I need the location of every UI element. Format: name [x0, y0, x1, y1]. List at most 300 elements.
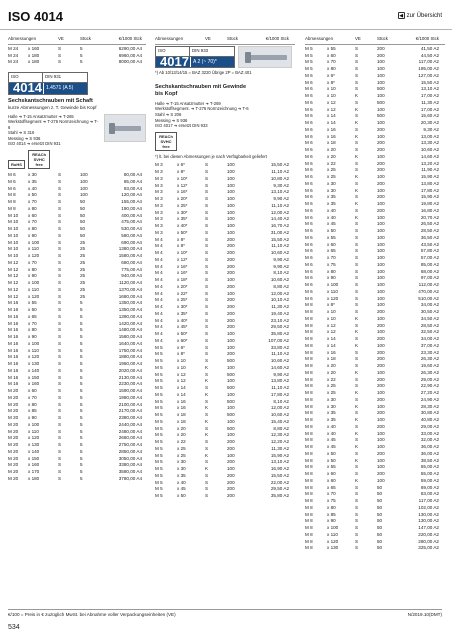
thread-cell: M 3: [155, 209, 163, 215]
ve-cell: S: [58, 340, 62, 346]
ve-cell: S: [355, 261, 359, 267]
table-row: [305, 410, 445, 417]
ve-cell: S: [355, 248, 359, 254]
page-header: [0, 0, 452, 30]
spec-line[interactable]: Stahl ➜ S 316: [8, 130, 35, 136]
table-row: [305, 343, 445, 350]
thread-cell: M 4: [155, 256, 163, 262]
price-cell: 27,20 A2: [420, 390, 439, 395]
thread-cell: M 8: [305, 504, 313, 510]
iso-number: 4017: [156, 57, 190, 68]
length-cell: x 8*: [177, 243, 185, 249]
thread-cell: M 5: [155, 445, 163, 451]
length-cell: x 25: [177, 445, 186, 451]
thread-cell: M 4: [155, 331, 163, 337]
table-row: [305, 86, 445, 93]
table-row: [305, 512, 445, 519]
qty-cell: 50: [80, 232, 86, 238]
thread-cell: M 8: [305, 450, 313, 456]
qty-cell: 200: [227, 493, 235, 499]
ve-cell: S: [58, 286, 62, 292]
thread-cell: M 6: [305, 126, 313, 132]
table-row: [155, 446, 295, 453]
length-cell: x 6*: [177, 162, 185, 168]
price-cell: 1370,00 A4: [118, 286, 142, 292]
spec-line[interactable]: Messing ➜ S 936: [155, 117, 188, 123]
qty-cell: 100: [377, 437, 385, 443]
length-cell: x 12: [327, 106, 336, 112]
length-cell: x 20: [177, 432, 186, 438]
table-row: [305, 505, 445, 512]
qty-cell: 100: [227, 202, 235, 208]
table-row: [8, 422, 146, 429]
table-row: [8, 354, 146, 361]
qty-cell: 100: [80, 172, 88, 178]
table-row: [305, 397, 445, 404]
qty-cell: 100: [377, 288, 385, 294]
length-cell: x 30: [177, 459, 186, 465]
table-row: [305, 46, 445, 53]
ve-cell: S: [355, 59, 359, 65]
price-cell: 1420,00 A4: [118, 320, 142, 326]
ve-cell: S: [205, 189, 209, 195]
length-cell: x 16: [177, 398, 186, 404]
ve-cell: S: [355, 52, 359, 58]
length-cell: x 100: [28, 239, 40, 245]
table-row: [8, 294, 146, 301]
qty-cell: 200: [227, 243, 235, 249]
price-cell: 9,90 A2: [273, 263, 289, 269]
price-cell: 28,50 A2: [420, 228, 439, 233]
price-cell: 117,00 A2: [418, 59, 439, 65]
thread-cell: M 16: [8, 374, 19, 380]
overview-link[interactable]: [398, 12, 442, 19]
qty-cell: 100: [227, 196, 235, 202]
ve-cell: S: [205, 324, 209, 330]
price-cell: 43,50 A2: [420, 241, 439, 247]
length-cell: x 35: [327, 410, 336, 416]
thread-cell: M 3: [155, 196, 163, 202]
length-cell: x 22: [177, 439, 186, 445]
ve-cell: K: [355, 342, 359, 348]
spec-line[interactable]: Halle ➜ T-15 Ansatzmutter ➜ T-265: [8, 113, 74, 119]
table-row: [305, 188, 445, 195]
price-cell: 11,10 A2: [271, 385, 289, 391]
price-cell: 1750,00 A4: [118, 347, 142, 353]
ve-cell: S: [205, 486, 209, 492]
qty-cell: 100: [377, 417, 385, 422]
ve-cell: S: [58, 408, 62, 414]
price-cell: 13,10 A2: [270, 189, 289, 195]
table-row: [8, 46, 146, 53]
length-cell: x 18: [327, 356, 336, 362]
qty-cell: 5: [80, 327, 83, 333]
price-cell: 15,50 A2: [270, 162, 289, 168]
qty-cell: 5: [80, 354, 83, 360]
thread-cell: M 5: [155, 344, 163, 350]
compliance-badges: [8, 150, 146, 169]
price-cell: 11,30 A2: [271, 445, 289, 451]
iso-number: 4014: [9, 83, 43, 94]
length-cell: x 10: [327, 93, 336, 98]
price-cell: 15,90 A2: [420, 174, 439, 179]
price-cell: 30,50 A2: [420, 309, 439, 314]
price-cell: 9,30 A2: [273, 182, 289, 188]
qty-cell: 200: [377, 423, 385, 429]
thread-cell: M 20: [8, 388, 19, 394]
length-cell: x 35: [327, 201, 336, 206]
length-cell: x 65: [327, 248, 336, 254]
ve-cell: S: [205, 223, 209, 229]
thread-cell: M 4: [155, 324, 163, 330]
qty-cell: 100: [377, 66, 385, 71]
header-dims: Abmessungen: [155, 36, 184, 41]
ve-cell: S: [205, 202, 209, 208]
length-cell: x 18: [177, 412, 186, 418]
table-row: [305, 518, 445, 525]
ve-cell: S: [355, 86, 359, 92]
thread-cell: M 16: [8, 300, 19, 306]
ve-cell: S: [58, 226, 62, 232]
table-row: [155, 493, 295, 500]
length-cell: x 22: [327, 376, 336, 382]
thread-cell: M 8: [305, 538, 313, 544]
table-row: [155, 216, 295, 223]
thread-cell: M 5: [155, 351, 163, 357]
thread-cell: M 8: [305, 437, 313, 443]
thread-cell: M 16: [8, 334, 19, 340]
thread-cell: M 4: [155, 270, 163, 276]
price-cell: 11,30 A2: [271, 304, 289, 310]
table-row: [8, 253, 146, 260]
header-price: €/1000 Stck: [118, 36, 142, 41]
length-cell: x 65: [327, 484, 336, 490]
price-cell: 19,60 A2: [420, 363, 439, 368]
length-cell: x 20: [327, 153, 336, 159]
product-note: *) Ab 10/13/14/15 = BAZ 3220 Übrige 2P = BAZ 401: [155, 70, 252, 76]
thread-cell: M 4: [155, 290, 163, 296]
qty-cell: 500: [227, 358, 235, 364]
table-row: [8, 395, 146, 402]
table-row: [155, 365, 295, 372]
qty-cell: 200: [227, 310, 235, 316]
price-cell: 475,00 A4: [121, 219, 142, 225]
ve-cell: S: [355, 396, 359, 402]
ve-cell: S: [355, 45, 359, 51]
length-cell: x 14: [327, 113, 336, 119]
ve-cell: K: [205, 432, 209, 438]
thread-cell: M 8: [305, 444, 313, 449]
thread-cell: M 12: [8, 259, 19, 265]
length-cell: x 90: [28, 334, 37, 340]
spec-line[interactable]: Werkstoffsegment ➜ T-276 Normzeichnung ➜ T-6: [8, 119, 99, 130]
ve-cell: K: [205, 391, 209, 397]
product-image: [238, 46, 292, 68]
spec-line[interactable]: Messing ➜ S 936: [8, 135, 41, 141]
spec-line[interactable]: Stahl ➜ S 206: [155, 112, 182, 118]
length-cell: x 70: [28, 199, 37, 205]
ve-cell: K: [355, 133, 359, 139]
thread-cell: M 16: [8, 354, 19, 360]
price-cell: 40,80 A2: [420, 417, 439, 422]
length-cell: x 70: [28, 219, 37, 225]
qty-cell: 100: [227, 290, 235, 296]
ve-cell: S: [58, 192, 62, 198]
header-ve: VE: [205, 36, 211, 41]
price-cell: 1680,00 A4: [118, 293, 142, 299]
catalog-code: N/2019.10(DMT): [407, 612, 442, 617]
price-cell: 28,30 A2: [420, 403, 439, 409]
table-row: [155, 230, 295, 237]
thread-cell: M 6: [305, 234, 313, 240]
table-row: [305, 80, 445, 87]
ve-cell: K: [355, 187, 359, 193]
ve-cell: S: [355, 228, 359, 233]
qty-cell: 200: [227, 250, 235, 256]
table-row: [8, 192, 146, 199]
price-cell: 12,00 A2: [270, 209, 289, 215]
qty-cell: 25: [80, 273, 86, 279]
ve-cell: S: [355, 450, 359, 456]
length-cell: x 70: [327, 255, 336, 260]
price-cell: 2100,00 A4: [118, 401, 142, 407]
thread-cell: M 20: [8, 448, 19, 454]
table-row: [8, 287, 146, 294]
ve-cell: S: [205, 162, 209, 168]
qty-cell: 200: [377, 410, 385, 416]
ve-cell: S: [355, 234, 359, 240]
ve-cell: S: [205, 385, 209, 391]
table-row: [8, 226, 146, 233]
price-cell: 10,10 A2: [270, 297, 289, 303]
qty-cell: 100: [227, 337, 235, 343]
thread-cell: M 4: [155, 337, 163, 343]
price-cell: 1590,00 A4: [118, 388, 142, 394]
price-cell: 1880,00 A4: [118, 354, 142, 360]
thread-cell: M 6: [305, 261, 313, 267]
length-cell: x 85: [28, 408, 37, 414]
thread-cell: M 5: [305, 59, 313, 65]
thread-cell: M 16: [8, 381, 19, 387]
qty-cell: 200: [227, 486, 235, 492]
table-row: [155, 486, 295, 493]
length-cell: x 180: [28, 475, 40, 481]
length-cell: x 25*: [177, 202, 188, 208]
qty-cell: 50: [80, 226, 86, 232]
price-cell: 35,80 A2: [270, 331, 289, 337]
length-cell: x 45: [327, 221, 336, 227]
price-cell: 12,00 A2: [270, 290, 289, 296]
ve-cell: S: [58, 259, 62, 265]
length-cell: x 60: [28, 307, 37, 313]
ve-cell: S: [205, 243, 209, 249]
qty-cell: 500: [227, 371, 235, 377]
price-cell: 15,50 A2: [270, 236, 289, 242]
thread-cell: M 4: [155, 250, 163, 256]
length-cell: x 160: [28, 462, 40, 468]
price-cell: 93,00 A4: [123, 185, 142, 191]
qty-cell: 200: [377, 167, 385, 173]
thread-cell: M 8: [8, 205, 16, 211]
table-row: [8, 260, 146, 267]
qty-cell: 200: [377, 471, 385, 476]
table-row: [305, 66, 445, 73]
price-cell: 97,00 A2: [420, 275, 439, 281]
table-row: [305, 363, 445, 370]
table-row: [305, 491, 445, 498]
thread-cell: M 24: [8, 45, 19, 51]
ve-cell: S: [205, 250, 209, 256]
thread-cell: M 8: [305, 525, 313, 530]
table-rows-top: [8, 46, 146, 66]
thread-cell: M 8: [305, 417, 313, 422]
thread-cell: M 20: [8, 408, 19, 414]
thread-cell: M 24: [8, 52, 19, 58]
table-row: [305, 545, 445, 552]
qty-cell: 200: [377, 450, 385, 456]
header-price: €/1000 Stck: [415, 36, 439, 41]
length-cell: x 14: [177, 385, 186, 391]
thread-cell: M 6: [305, 275, 313, 281]
thread-cell: M 8: [305, 484, 313, 490]
ve-cell: S: [205, 297, 209, 303]
thread-cell: M 4: [155, 310, 163, 316]
thread-cell: M 3: [155, 216, 163, 222]
product-specs: [8, 114, 100, 148]
table-row: [305, 120, 445, 127]
table-row: [155, 405, 295, 412]
length-cell: x 14: [327, 336, 336, 341]
length-cell: x 55: [327, 45, 336, 51]
price-cell: 280,00 A2: [418, 538, 439, 544]
table-row: [305, 289, 445, 296]
price-cell: 8,80 A2: [273, 425, 289, 431]
thread-cell: M 8: [305, 315, 313, 321]
table-row: [8, 314, 146, 321]
qty-cell: 100: [227, 331, 235, 337]
price-cell: 2480,00 A4: [118, 428, 142, 434]
table-row: [8, 199, 146, 206]
price-cell: 32,00 A2: [420, 437, 439, 443]
length-cell: x 70: [327, 491, 336, 497]
table-row: [8, 233, 146, 240]
thread-cell: M 8: [305, 390, 313, 395]
price-cell: 85,00 A2: [420, 261, 439, 267]
thread-cell: M 12: [8, 273, 19, 279]
length-cell: x 45: [177, 486, 186, 492]
ve-cell: S: [205, 479, 209, 485]
price-cell: 12,00 A2: [270, 405, 289, 411]
thread-cell: M 6: [305, 295, 313, 301]
spec-line[interactable]: Halle ➜ T-15 Ansatzmutter ➜ T-269: [155, 100, 221, 106]
length-cell: x 80: [28, 226, 37, 232]
qty-cell: 5: [80, 421, 83, 427]
thread-cell: M 6: [305, 79, 313, 85]
length-cell: x 12*: [177, 182, 188, 188]
qty-cell: 5: [80, 448, 83, 454]
qty-cell: 100: [377, 133, 385, 139]
price-cell: 690,00 A4: [121, 239, 142, 245]
price-cell: 112,00 A2: [418, 282, 439, 287]
table-row: [305, 242, 445, 249]
table-row: [305, 350, 445, 357]
length-cell: x 25: [327, 383, 336, 389]
qty-cell: 500: [227, 425, 235, 431]
price-cell: 400,00 A4: [121, 212, 142, 218]
length-cell: x 40*: [177, 317, 188, 323]
qty-cell: 100: [377, 221, 385, 227]
qty-cell: 100: [377, 342, 385, 348]
qty-cell: 200: [227, 297, 235, 303]
thread-cell: M 8: [305, 342, 313, 348]
price-cell: 29,50 A2: [270, 486, 289, 492]
thread-cell: M 8: [305, 491, 313, 497]
qty-cell: 25: [80, 239, 86, 245]
table-row: [305, 262, 445, 269]
table-row: [155, 392, 295, 399]
price-cell: 2230,00 A4: [118, 381, 142, 387]
ve-cell: S: [58, 469, 62, 475]
qty-cell: 200: [377, 180, 385, 186]
ve-cell: S: [355, 126, 359, 132]
qty-cell: 100: [227, 378, 235, 384]
qty-cell: 25: [80, 280, 86, 286]
thread-cell: M 5: [155, 466, 163, 472]
ve-cell: S: [355, 302, 359, 308]
spec-line[interactable]: Werkstoffsegment. ➜ T-276 Normzeichnung ➜ T-6: [155, 106, 249, 112]
table-row: [305, 140, 445, 147]
ve-cell: S: [355, 147, 359, 152]
thread-cell: M 16: [8, 340, 19, 346]
length-cell: x 120: [28, 293, 40, 299]
spec-line[interactable]: ISO 4014 ➜ ersetzt DIN 931: [8, 141, 61, 147]
qty-cell: 100: [227, 169, 235, 175]
length-cell: x 100: [28, 340, 40, 346]
page-footer: [8, 609, 442, 617]
thread-cell: M 10: [8, 253, 19, 259]
table-row: [155, 250, 295, 257]
table-row: [305, 390, 445, 397]
price-cell: 12,30 A2: [270, 432, 289, 438]
qty-cell: 5: [80, 455, 83, 461]
length-cell: x 60: [28, 388, 37, 394]
length-cell: x 16: [177, 405, 186, 411]
price-cell: 11,30 A2: [421, 99, 439, 105]
price-cell: 13,30 A2: [420, 140, 439, 146]
qty-cell: 100: [377, 302, 385, 308]
table-row: [305, 302, 445, 309]
column-iso-4017: [155, 36, 295, 500]
ve-cell: K: [355, 315, 359, 321]
length-cell: x 10: [327, 309, 336, 314]
qty-cell: 50: [377, 518, 383, 524]
spec-line[interactable]: ISO 4017 ➜ ersetzt DIN 933: [155, 123, 208, 129]
price-cell: 147,00 A2: [418, 525, 439, 530]
price-cell: 130,00 A2: [418, 511, 439, 517]
thread-cell: M 6: [305, 180, 313, 186]
qty-cell: 200: [377, 383, 385, 389]
table-header: [8, 36, 146, 45]
qty-cell: 200: [227, 317, 235, 323]
price-cell: 117,00 A2: [418, 498, 439, 503]
length-cell: x 130: [327, 545, 339, 551]
price-cell: 2440,00 A4: [118, 421, 142, 427]
qty-cell: 100: [377, 187, 385, 193]
table-row: [155, 480, 295, 487]
thread-cell: M 10: [8, 219, 19, 225]
table-row: [305, 431, 445, 438]
thread-cell: M 5: [305, 45, 313, 51]
